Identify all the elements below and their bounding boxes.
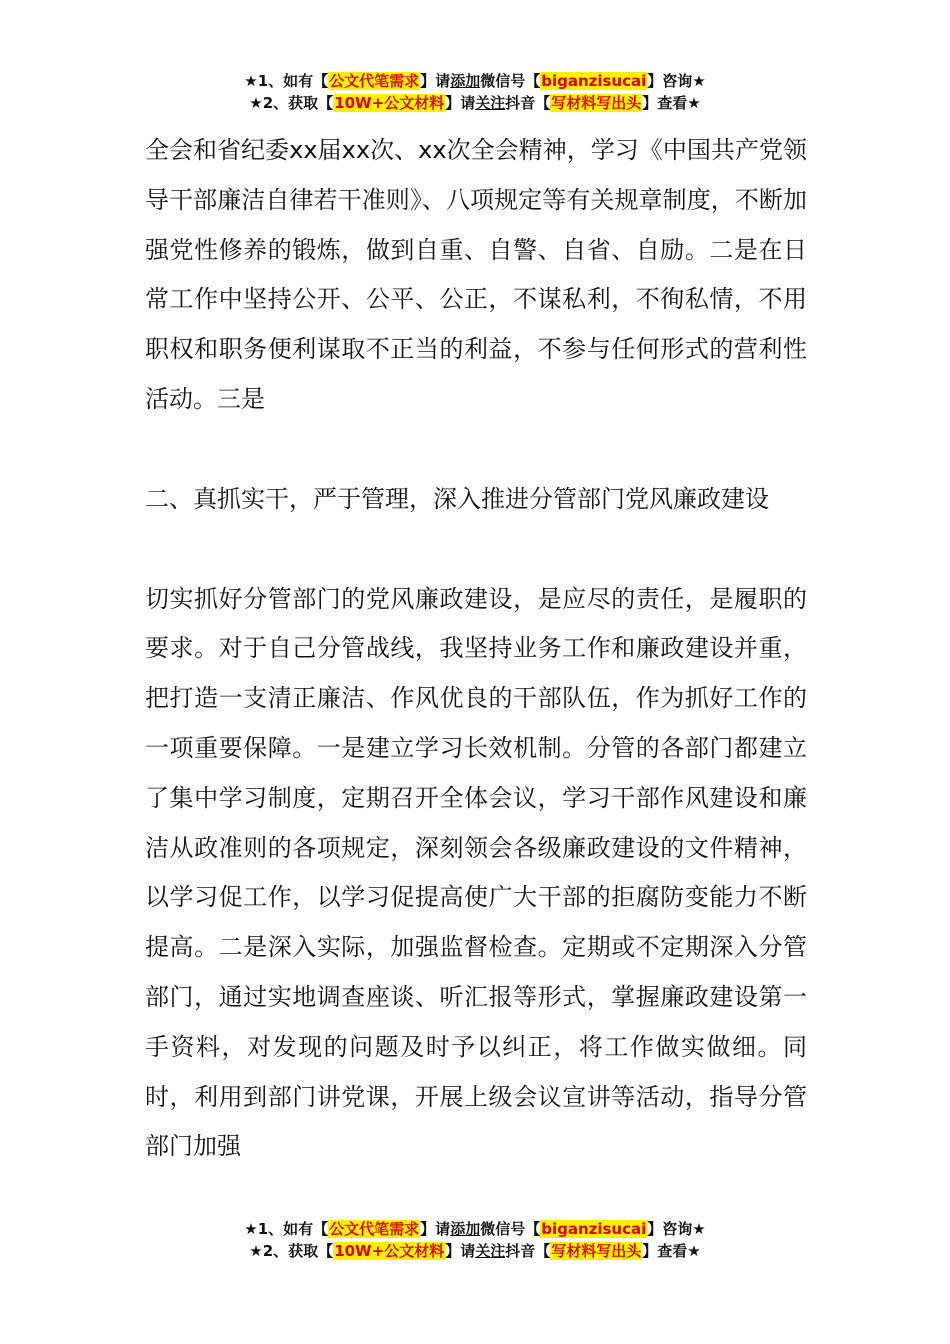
douyin-highlight: 写材料写出头 [551,1242,642,1260]
banner-text: 】请 [445,94,476,112]
banner-line-1 [0,1218,950,1240]
banner-text: ★2、获取【 [249,1242,334,1260]
paragraph-2: 切实抓好分管部门的党风廉政建设，是应尽的责任，是履职的要求。对于自己分管战线，我坚持业务工作和廉政建设并重，把打造一支清正廉洁、作风优良的干部队伍，作为抓好工作的一项重要保障。一是建立学习长效机制。分管的各部门都建立了集中学习制度，定期召开全体会议，学习干部作风建设和廉洁从政准则的各项规定，深刻领会各级廉政建设的文件精神，以学习促工作，以学习促提高使广大干部的拒腐防变能力不断提高。二是深入实际，加强监督检查。定期或不定期深入分管部门，通过实地调查座谈、听汇报等形式，掌握廉政建设第一手资料，对发现的问题及时予以纠正，将工作做实做细。同时，利用到部门讲党课，开展上级会议宣讲等活动，指导分管部门加强 [145,584,807,1161]
douyin-highlight: 写材料写出头 [551,94,642,112]
wechat-id-highlight: biganzisucai [541,1220,647,1238]
banner-highlight: 公文代笔需求 [329,72,420,90]
banner-highlight: 10W+公文材料 [334,1242,445,1260]
banner-text: 抖音【 [505,94,551,112]
banner-text: 微信号【 [480,1220,541,1238]
banner-text: ★2、获取【 [249,94,334,112]
banner-text: 】请 [420,1220,451,1238]
banner-text: 】查看★ [642,94,701,112]
top-banner [0,70,950,114]
banner-line-2 [0,1240,950,1262]
banner-highlight: 10W+公文材料 [334,94,445,112]
banner-text: 】请 [420,72,451,90]
banner-underline: 关注 [475,1242,506,1260]
banner-underline: 添加 [450,72,481,90]
banner-text: 】咨询★ [647,72,706,90]
paragraph-gap [145,425,807,475]
banner-text: ★1、如有【 [244,72,329,90]
banner-underline: 添加 [450,1220,481,1238]
banner-underline: 关注 [475,94,506,112]
banner-text: 】咨询★ [647,1220,706,1238]
banner-line-2 [0,92,950,114]
section-heading-2: 二、真抓实干，严于管理，深入推进分管部门党风廉政建设 [145,484,769,513]
document-body [145,126,807,1172]
wechat-id-highlight: biganzisucai [541,72,647,90]
banner-text: 】请 [445,1242,476,1260]
banner-text: 微信号【 [480,72,541,90]
banner-text: 】查看★ [642,1242,701,1260]
banner-line-1 [0,70,950,92]
banner-text: ★1、如有【 [244,1220,329,1238]
paragraph-gap [145,525,807,575]
banner-highlight: 公文代笔需求 [329,1220,420,1238]
bottom-banner [0,1218,950,1262]
banner-text: 抖音【 [505,1242,551,1260]
paragraph-1: 全会和省纪委xx届xx次、xx次全会精神，学习《中国共产党领导干部廉洁自律若干准则》、八项规定等有关规章制度，不断加强党性修养的锻炼，做到自重、自警、自省、自励。二是在日常工作中坚持公开、公平、公正，不谋私利，不徇私情，不用职权和职务便利谋取不正当的利益，不参与任何形式的营利性活动。三是 [145,136,807,413]
